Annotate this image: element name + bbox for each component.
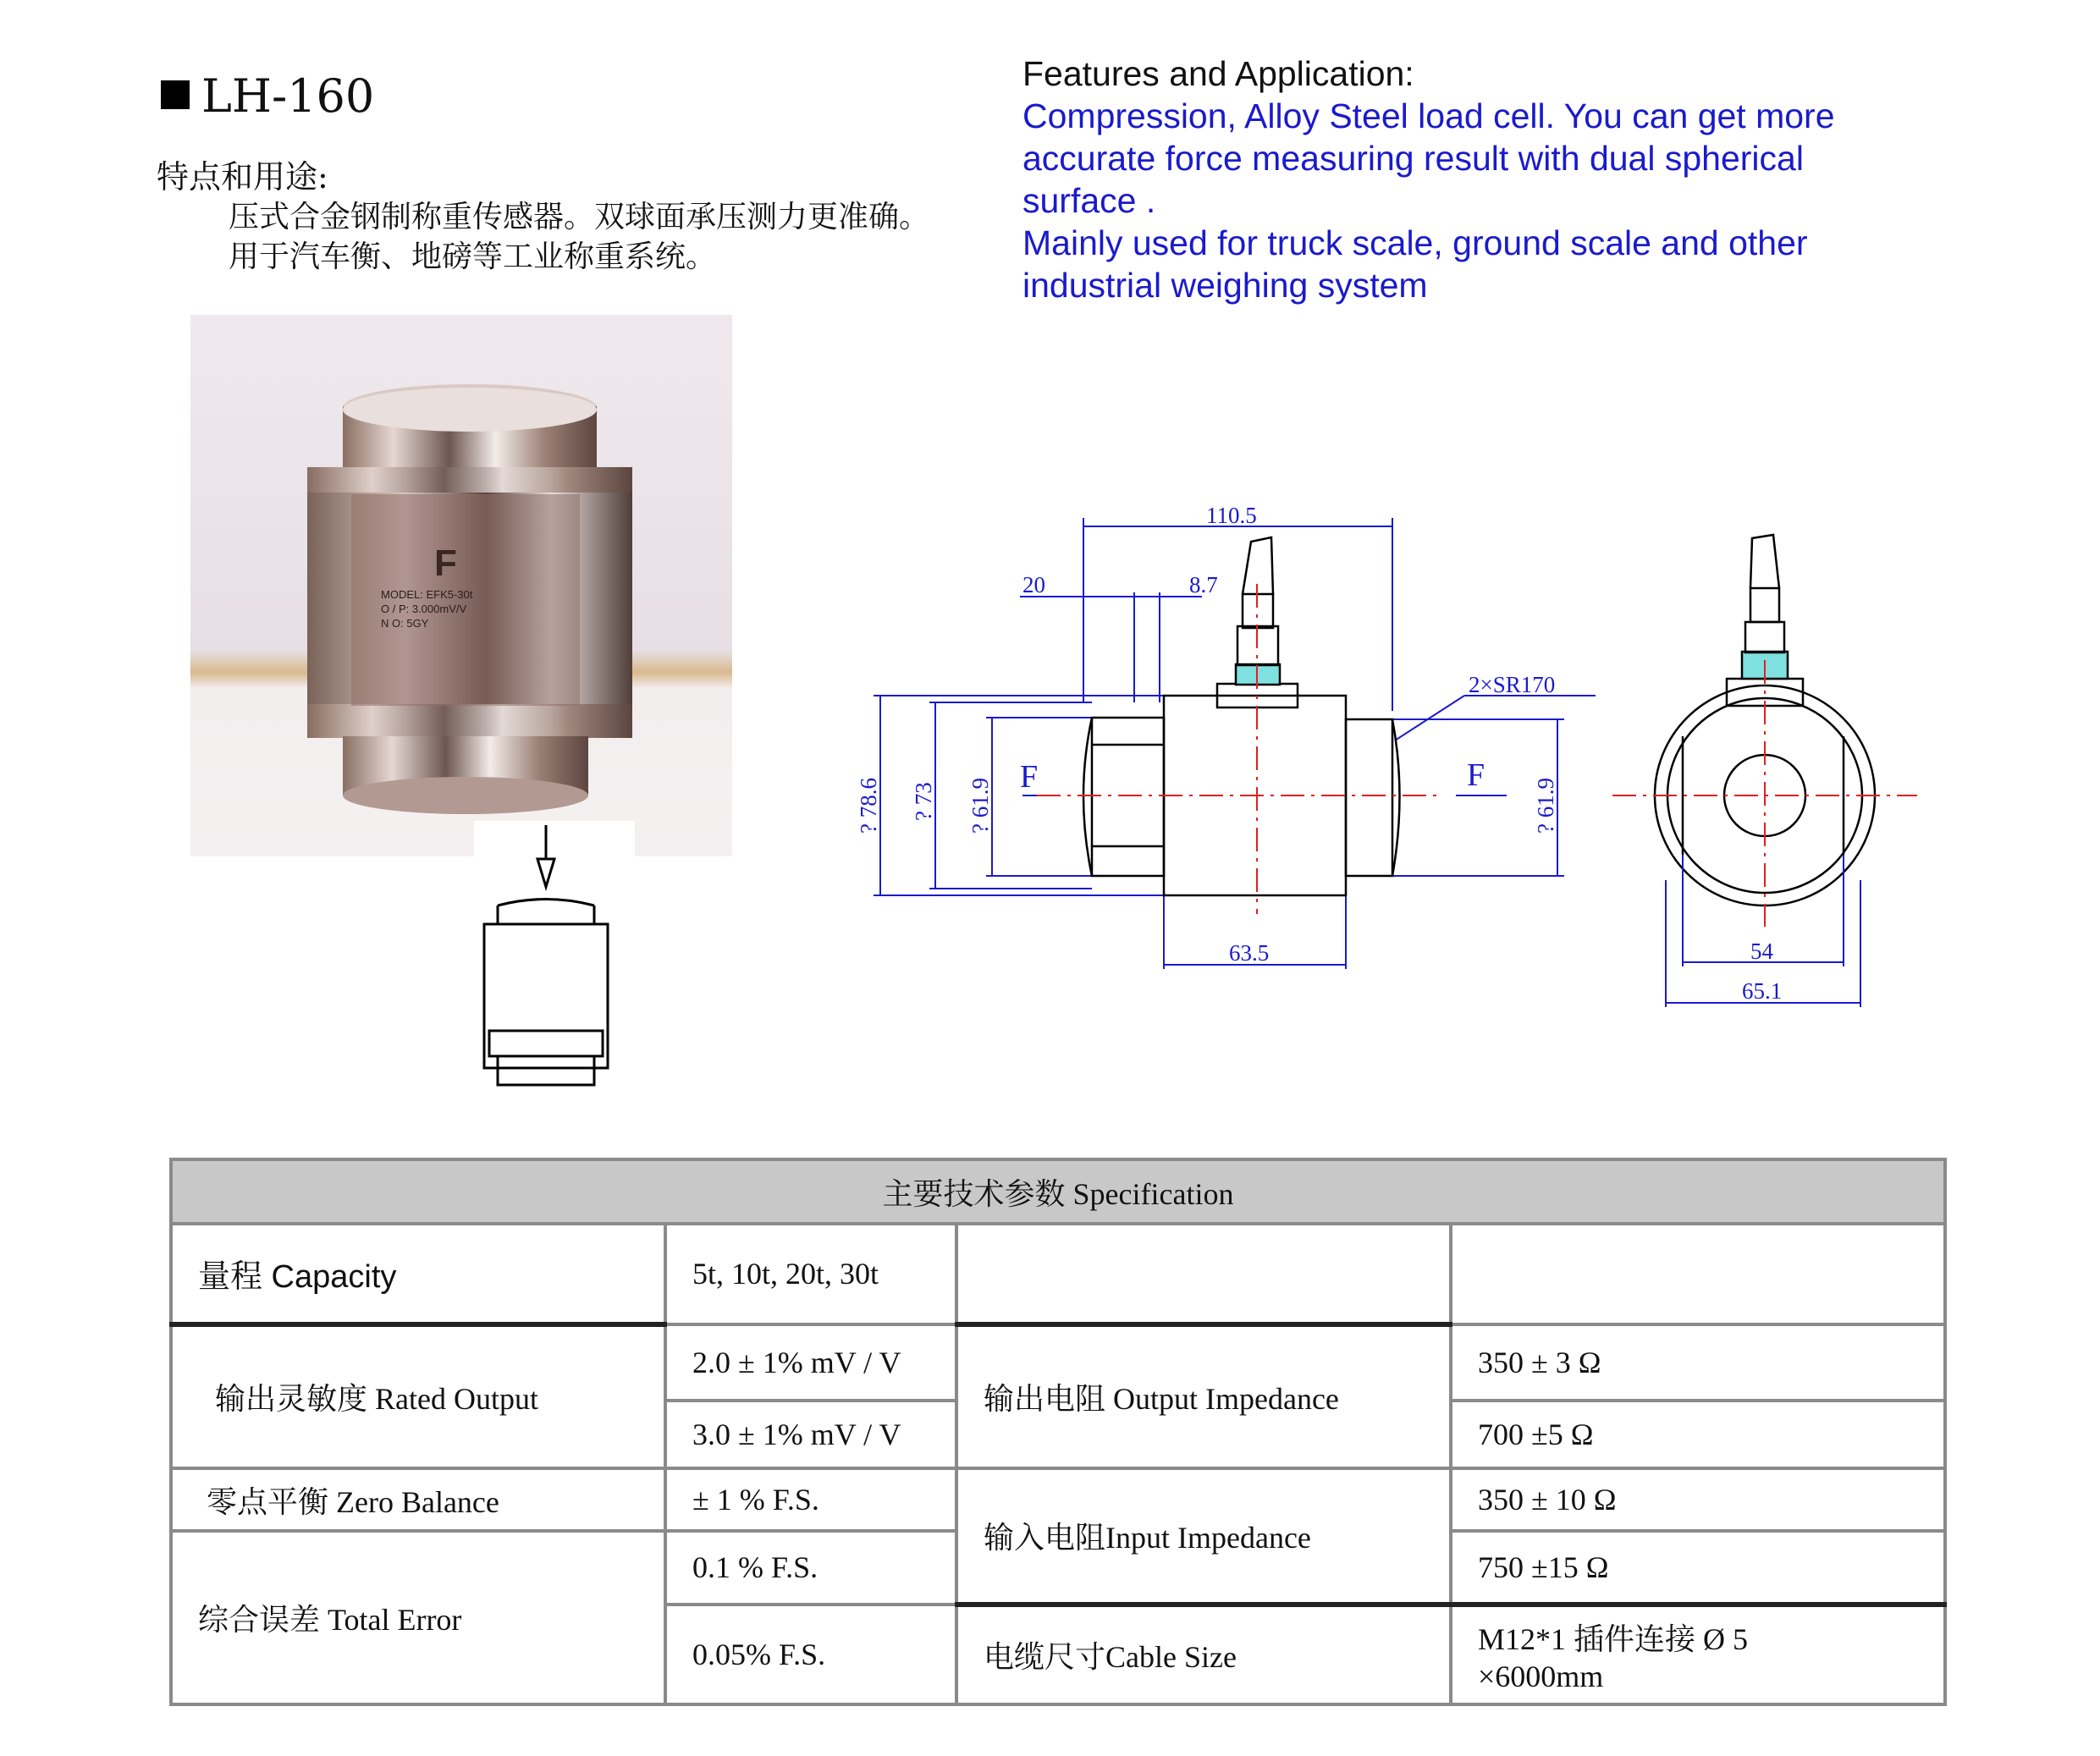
cable-size-label: 电缆尺寸Cable Size (956, 1605, 1451, 1704)
logo-letter: F (434, 542, 457, 584)
dim-offset: 8.7 (1189, 572, 1218, 597)
output-impedance-value: 350 ± 3 Ω (1451, 1324, 1945, 1401)
input-impedance-value: 350 ± 10 Ω (1451, 1468, 1945, 1531)
capacity-empty-cell (956, 1224, 1451, 1324)
input-impedance-value: 750 ±15 Ω (1451, 1531, 1945, 1604)
spec-title: 主要技术参数 Specification (171, 1159, 1945, 1224)
force-label-right: F (1467, 757, 1485, 793)
rated-output-value: 3.0 ± 1% mV / V (665, 1401, 956, 1468)
dim-overall-length: 110.5 (1206, 503, 1257, 528)
dim-inner-width: 54 (1750, 939, 1773, 964)
side-view (874, 518, 1596, 969)
dim-diameter-73: ? 73 (911, 782, 936, 821)
input-impedance-label: 输入电阻Input Impedance (956, 1468, 1451, 1604)
dim-left-cap: 20 (1022, 572, 1045, 597)
cable-size-value-line: ×6000mm (1478, 1659, 1604, 1693)
dim-sphere-radius: 2×SR170 (1469, 672, 1556, 697)
cable-size-value-line: M12*1 插件连接 Ø 5 (1478, 1621, 1749, 1656)
end-view (1612, 535, 1917, 1007)
photo-label-line: N O: 5GY (381, 617, 429, 630)
cn-description-line: 用于汽车衡、地磅等工业称重系统。 (229, 239, 717, 274)
photo-label-line: O / P: 3.000mV/V (381, 603, 467, 615)
cn-heading: 特点和用途: (157, 158, 328, 195)
rated-output-value: 2.0 ± 1% mV / V (665, 1324, 956, 1401)
dim-diameter-619-left: ? 61.9 (967, 778, 993, 834)
dim-outer-width: 65.1 (1742, 978, 1783, 1004)
en-description-line: industrial weighing system (1022, 266, 1428, 305)
en-heading: Features and Application: (1022, 54, 1414, 93)
capacity-label: 量程 Capacity (171, 1224, 665, 1324)
dim-diameter-619-right: ? 61.9 (1533, 778, 1558, 834)
cn-description-line: 压式合金钢制称重传感器。双球面承压测力更准确。 (229, 200, 930, 234)
output-impedance-label: 输出电阻 Output Impedance (956, 1324, 1451, 1469)
capacity-value: 5t, 10t, 20t, 30t (665, 1224, 956, 1324)
force-label-left: F (1020, 759, 1039, 795)
load-cell-sketch (484, 825, 608, 1085)
photo-label-line: MODEL: EFK5-30t (381, 588, 473, 601)
rated-output-label: 输出灵敏度 Rated Output (171, 1324, 665, 1469)
en-description-line: surface . (1022, 181, 1156, 220)
total-error-value: 0.05% F.S. (665, 1605, 956, 1704)
en-description-line: accurate force measuring result with dual spherical (1022, 139, 1804, 178)
dim-diameter-786: ? 78.6 (856, 778, 881, 834)
cable-size-value (1451, 1605, 1945, 1704)
zero-balance-value: ± 1 % F.S. (665, 1468, 956, 1531)
total-error-value: 0.1 % F.S. (665, 1531, 956, 1604)
dim-body-length: 63.5 (1229, 940, 1270, 966)
specification-table (169, 1158, 1947, 1706)
zero-balance-label: 零点平衡 Zero Balance (171, 1468, 665, 1531)
en-description-line: Compression, Alloy Steel load cell. You can get more (1022, 96, 1835, 135)
capacity-empty-cell (1451, 1224, 1945, 1324)
model-title-text: LH-160 (201, 69, 375, 123)
output-impedance-value: 700 ±5 Ω (1451, 1401, 1945, 1468)
en-description-line: Mainly used for truck scale, ground scale and other (1022, 223, 1808, 262)
total-error-label: 综合误差 Total Error (171, 1531, 665, 1704)
